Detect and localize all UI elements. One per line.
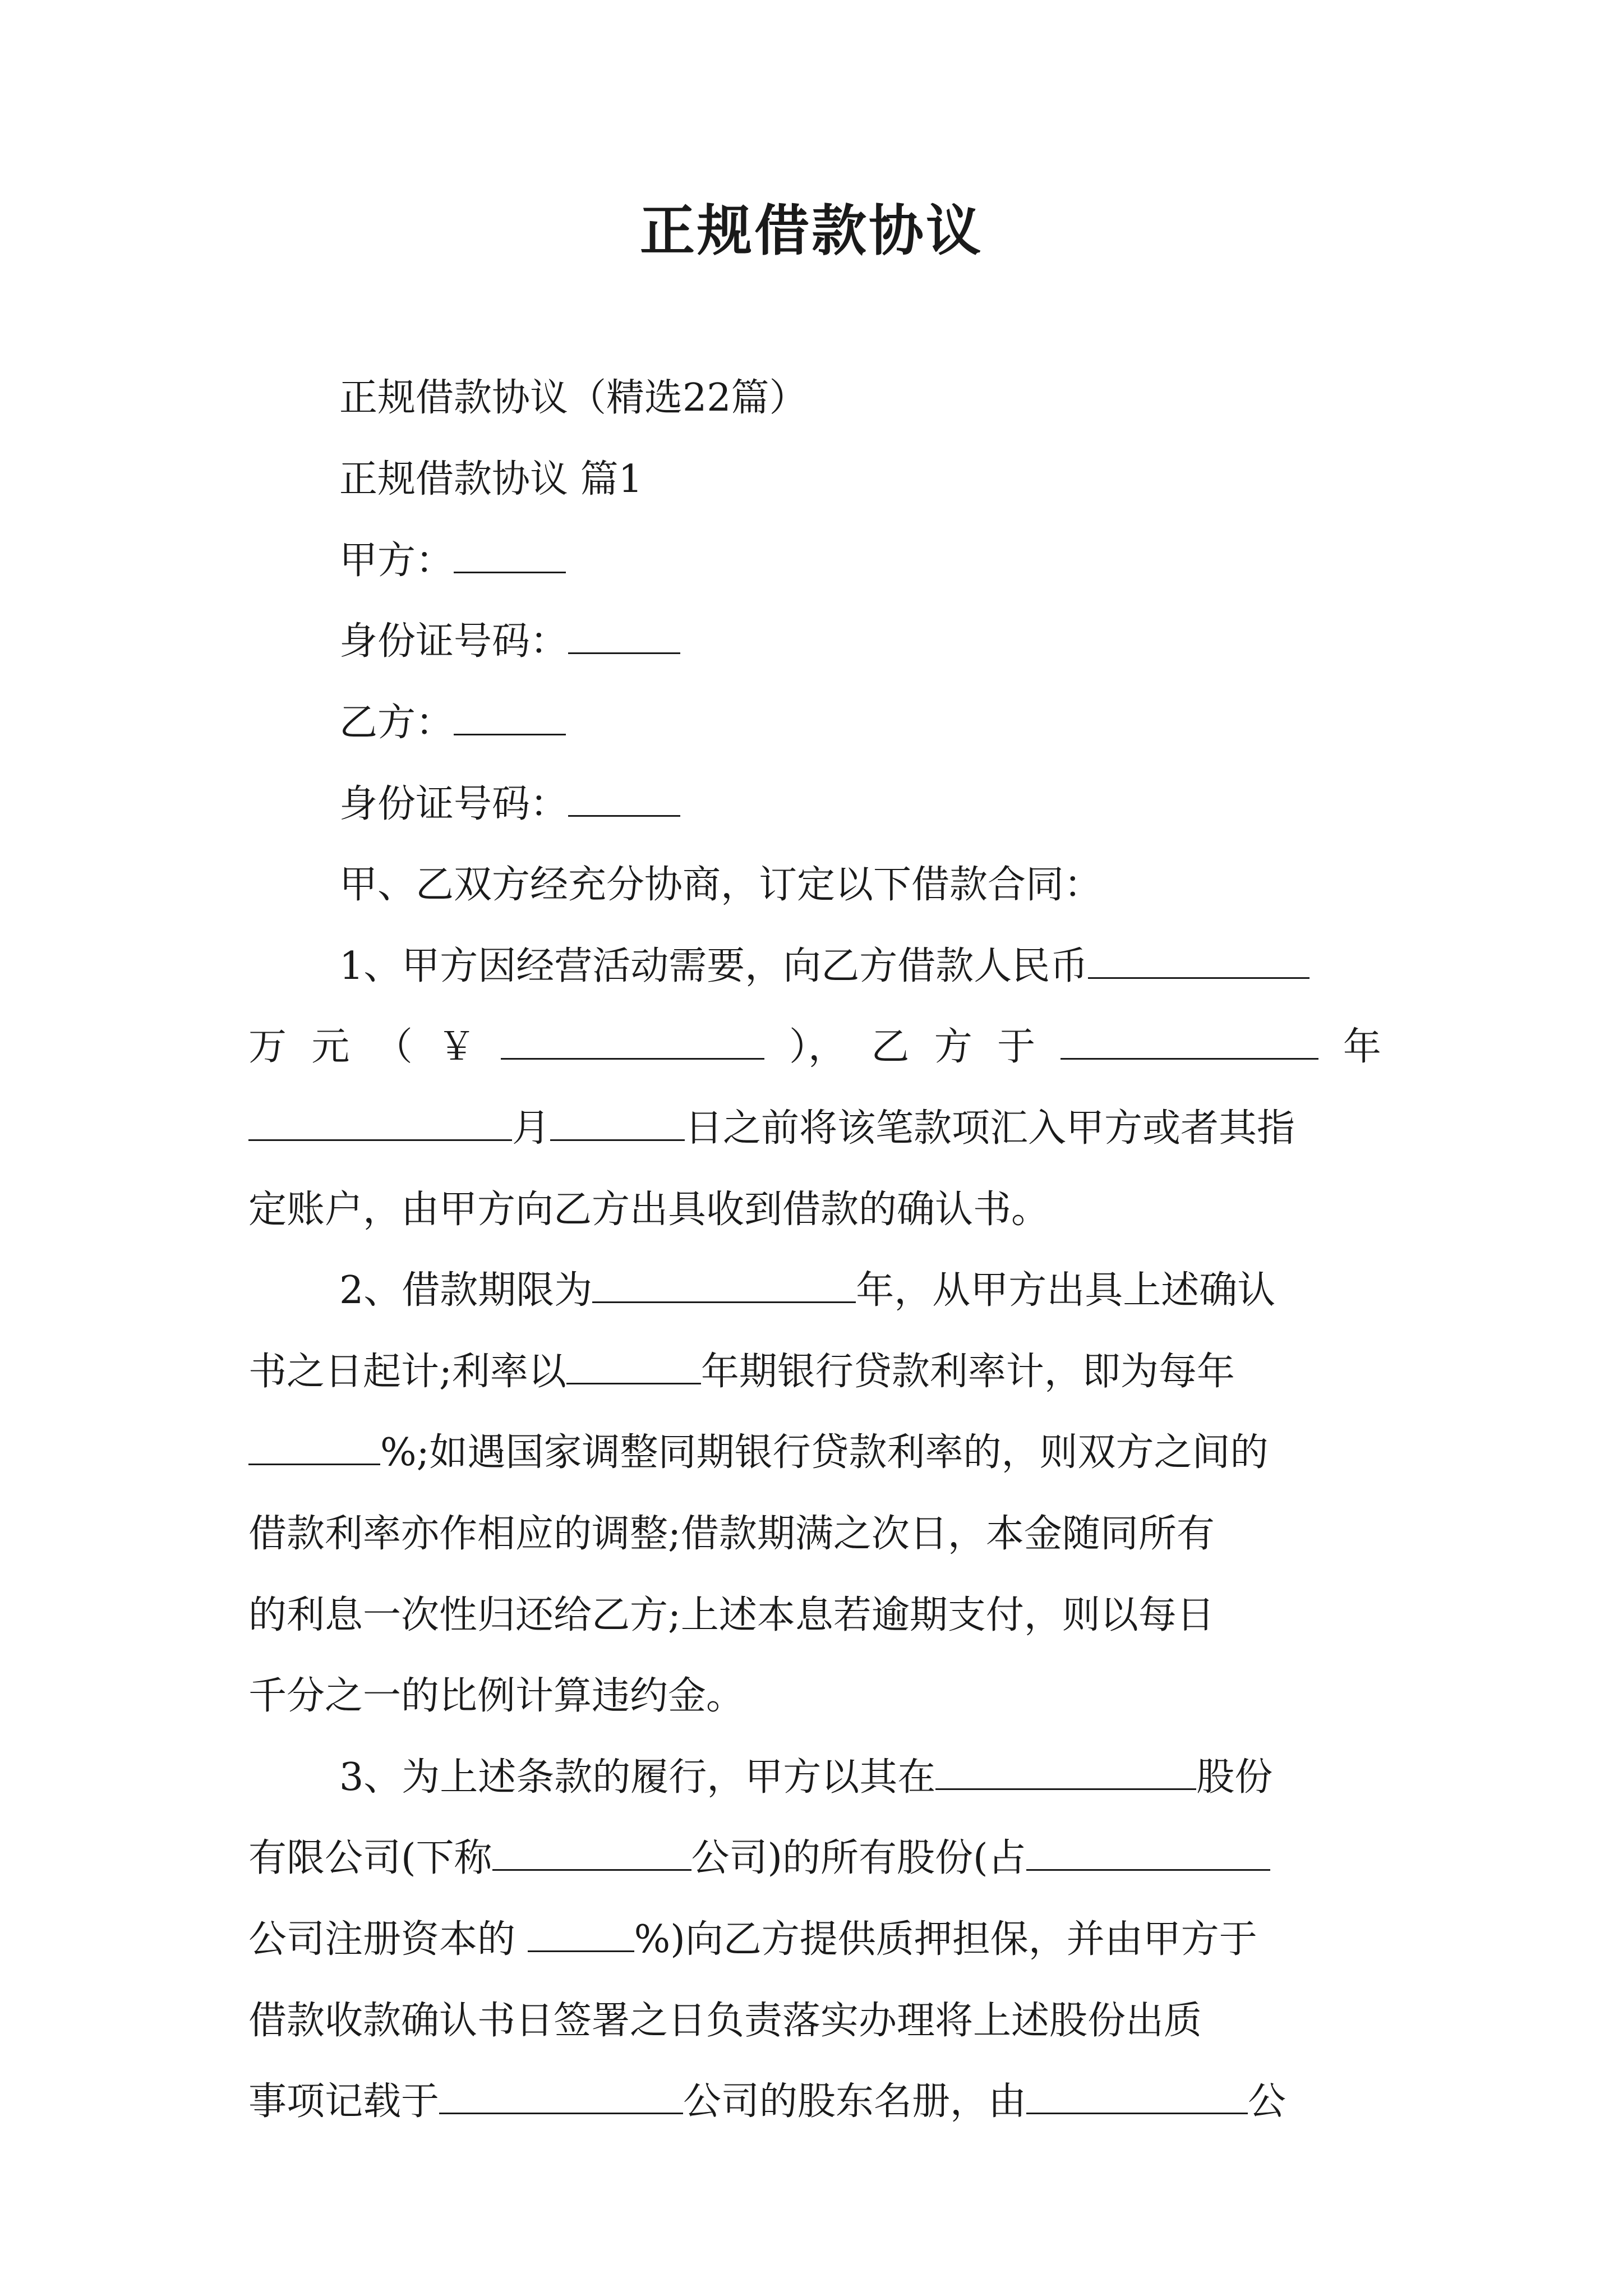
clause-text: 股份 [1196, 1755, 1273, 1800]
day-blank [550, 1105, 685, 1141]
clause-text: （ [374, 1025, 413, 1069]
clause-text: 年期银行贷款利率计，即为每年 [700, 1350, 1235, 1394]
clause-text: 万 [248, 1025, 287, 1069]
clause-text: ）， [789, 1025, 846, 1069]
register-company-blank [439, 2078, 683, 2114]
clause-text: 元 [311, 1025, 350, 1069]
rate-percent-blank [248, 1429, 380, 1465]
clause-text: 3、为上述条款的履行，甲方以其在 [339, 1755, 936, 1800]
clause-text: 方 [934, 1025, 972, 1069]
document-subtitle: 正规借款协议（精选22篇） [339, 376, 808, 420]
clause-text: 于 [997, 1025, 1036, 1069]
clause3-line4: 借款收款确认书日签署之日负责落实办理将上述股份出质 [248, 1999, 1202, 2043]
amount-blank [1088, 943, 1310, 979]
clause2-line5: 的利息一次性归还给乙方;上述本息若逾期支付，则以每日 [248, 1593, 1215, 1637]
section-heading: 正规借款协议 篇1 [339, 457, 643, 501]
year-blank [1061, 1024, 1318, 1060]
party-b-id-line [339, 777, 1381, 831]
amount-figure-blank [501, 1024, 764, 1060]
clause-text: ￥ [437, 1025, 476, 1069]
clause3-line2 [248, 1832, 1381, 1885]
clause-text: 日之前将该笔款项汇入甲方或者其指 [685, 1106, 1295, 1151]
clause-text: 公司)的所有股份(占 [691, 1836, 1026, 1880]
clause-text: 公司注册资本的 [248, 1917, 528, 1962]
clause-text: %;如遇国家调整同期银行贷款利率的，则双方之间的 [380, 1430, 1269, 1475]
capital-percent-blank [528, 1916, 634, 1952]
clause3-line1 [339, 1751, 1381, 1805]
document-title: 正规借款协议 [639, 199, 983, 263]
id-number-label: 身份证号码： [339, 619, 569, 664]
clause2-line4: 借款利率亦作相应的调整;借款期满之次日，本金随同所有 [248, 1512, 1215, 1556]
clause-text: 公 [1248, 2079, 1287, 2124]
clause-text: %)向乙方提供质押担保，并由甲方于 [634, 1917, 1257, 1962]
company-blank [935, 1754, 1196, 1790]
clause2-line2 [248, 1345, 1381, 1399]
company-short-name-blank [492, 1835, 691, 1871]
clause-text: 1、甲方因经营活动需要，向乙方借款人民币 [339, 944, 1089, 988]
term-years-blank [592, 1267, 856, 1303]
party-b-line [339, 696, 1381, 750]
party-a-blank [454, 537, 566, 573]
party-b-label: 乙方： [339, 701, 454, 745]
clause-text: 事项记载于 [248, 2079, 440, 2124]
clause-text: 年 [1343, 1025, 1381, 1069]
share-blank [1026, 1835, 1270, 1871]
party-a-label: 甲方： [339, 539, 454, 583]
clause-text: 年，从甲方出具上述确认 [856, 1268, 1276, 1313]
clause1-line1 [339, 940, 1381, 993]
party-a-id-line [339, 615, 1381, 669]
clause-text: 书之日起计;利率以 [248, 1350, 566, 1394]
clause2-line3 [248, 1426, 1381, 1480]
clause2-line6: 千分之一的比例计算违约金。 [248, 1674, 745, 1718]
clause2-line1 [339, 1264, 1381, 1318]
party-a-line [339, 534, 1381, 588]
rate-term-blank [566, 1349, 701, 1384]
party-b-blank [454, 700, 566, 735]
clause1-line3 [248, 1102, 1381, 1156]
clause1-line2 [248, 1020, 1381, 1074]
intro-paragraph: 甲、乙双方经充分协商，订定以下借款合同： [339, 863, 1103, 907]
id-number-label: 身份证号码： [339, 782, 569, 826]
month-blank [248, 1105, 512, 1141]
clause1-line4: 定账户，由甲方向乙方出具收到借款的确认书。 [248, 1188, 1050, 1232]
clause-text: 有限公司(下称 [248, 1836, 492, 1880]
party-b-id-blank [568, 781, 680, 817]
clause-text: 公司的股东名册，由 [683, 2079, 1027, 2124]
clause3-line3 [248, 1913, 1381, 1967]
issuer-company-blank [1026, 2078, 1248, 2114]
clause-text: 2、借款期限为 [339, 1268, 593, 1313]
clause3-line5 [248, 2075, 1381, 2129]
clause-text: 乙 [871, 1025, 910, 1069]
clause-text: 月 [512, 1106, 551, 1151]
party-a-id-blank [568, 618, 680, 654]
